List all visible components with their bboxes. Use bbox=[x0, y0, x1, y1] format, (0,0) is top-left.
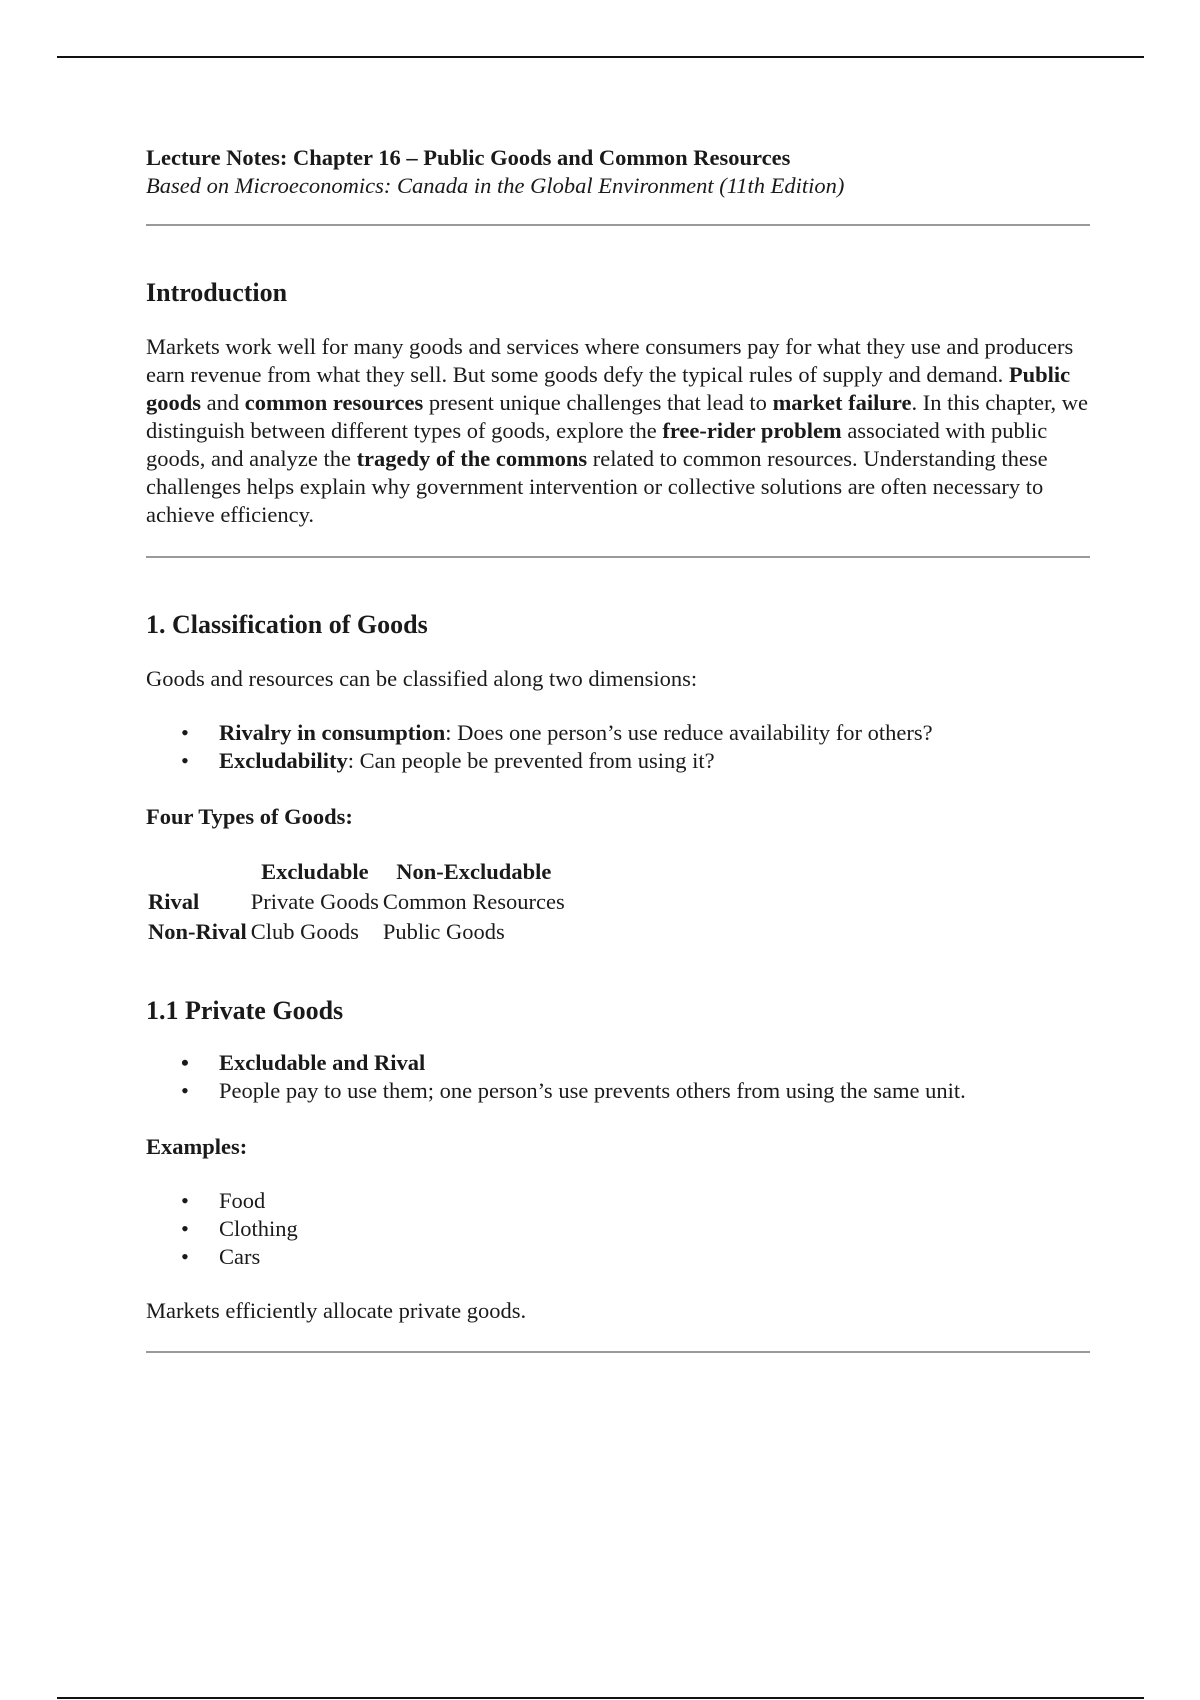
intro-text: associated with public goods, and analyze the bbox=[146, 418, 1048, 471]
dimension-term: Rivalry in consumption bbox=[219, 720, 446, 745]
intro-term-tragedy: tragedy of the commons bbox=[356, 446, 588, 471]
document-subtitle: Based on Microeconomics: Canada in the Global Environment (11th Edition) bbox=[146, 173, 845, 198]
private-goods-closing: Markets efficiently allocate private goods. bbox=[146, 1298, 527, 1323]
list-item: • Clothing bbox=[146, 1215, 1090, 1243]
list-item: • People pay to use them; one person’s use prevents others from using the same unit. bbox=[146, 1077, 1090, 1105]
row-header-non-rival: Non-Rival bbox=[148, 919, 247, 944]
document-title: Lecture Notes: Chapter 16 – Public Goods and Common Resources bbox=[146, 145, 791, 170]
intro-paragraph bbox=[146, 333, 1090, 529]
table-row bbox=[146, 887, 567, 917]
column-header-excludable: Excludable bbox=[261, 859, 369, 884]
table-cell: Common Resources bbox=[382, 889, 565, 914]
section-divider bbox=[146, 1351, 1090, 1353]
table-corner-cell bbox=[146, 857, 249, 887]
intro-term-free-rider: free-rider problem bbox=[662, 418, 842, 443]
examples-list bbox=[146, 1187, 1090, 1271]
classification-lead: Goods and resources can be classified along two dimensions: bbox=[146, 666, 698, 691]
table-cell: Public Goods bbox=[382, 919, 505, 944]
intro-text: . In this chapter, we distinguish between different types of goods, explore the bbox=[146, 390, 1089, 443]
page-bottom-rule bbox=[57, 1697, 1144, 1699]
section-divider bbox=[146, 556, 1090, 558]
intro-text: present unique challenges that lead to bbox=[423, 390, 773, 415]
list-item: • Cars bbox=[146, 1243, 1090, 1271]
row-header-rival: Rival bbox=[148, 889, 200, 914]
list-item: • Excludable and Rival bbox=[146, 1049, 1090, 1077]
list-item: • Food bbox=[146, 1187, 1090, 1215]
dimension-desc: : Does one person’s use reduce availability for others? bbox=[445, 720, 933, 745]
intro-text: related to common resources. Understanding these challenges helps explain why government intervention or collective solutions are often necessary to achieve efficiency. bbox=[146, 446, 1048, 527]
table-cell: Club Goods bbox=[250, 919, 359, 944]
section-divider bbox=[146, 224, 1090, 226]
list-item bbox=[146, 747, 1090, 775]
intro-text: Markets work well for many goods and services where consumers pay for what they use and producers earn revenue from what they sell. But some goods defy the typical rules of supply and demand. bbox=[146, 334, 1074, 387]
intro-term-market-failure: market failure bbox=[772, 390, 912, 415]
dimension-term: Excludability bbox=[219, 748, 348, 773]
examples-label: Examples: bbox=[146, 1134, 248, 1159]
document-body bbox=[146, 144, 1090, 1353]
private-goods-heading: 1.1 Private Goods bbox=[146, 996, 344, 1025]
dimensions-list bbox=[146, 719, 1090, 775]
intro-term-public-goods: Public goods bbox=[146, 362, 1071, 415]
intro-text: and bbox=[201, 390, 245, 415]
table-row bbox=[146, 917, 567, 947]
classification-heading: 1. Classification of Goods bbox=[146, 610, 428, 639]
table-header-row bbox=[146, 857, 567, 887]
table-cell: Private Goods bbox=[250, 889, 379, 914]
column-header-non-excludable: Non-Excludable bbox=[396, 859, 552, 884]
table-caption: Four Types of Goods: bbox=[146, 804, 353, 829]
page-top-rule bbox=[57, 56, 1144, 58]
list-item bbox=[146, 719, 1090, 747]
intro-heading: Introduction bbox=[146, 278, 288, 307]
private-goods-points bbox=[146, 1049, 1090, 1105]
dimension-desc: : Can people be prevented from using it? bbox=[347, 748, 715, 773]
goods-types-table bbox=[146, 857, 567, 947]
intro-term-common-resources: common resources bbox=[244, 390, 424, 415]
